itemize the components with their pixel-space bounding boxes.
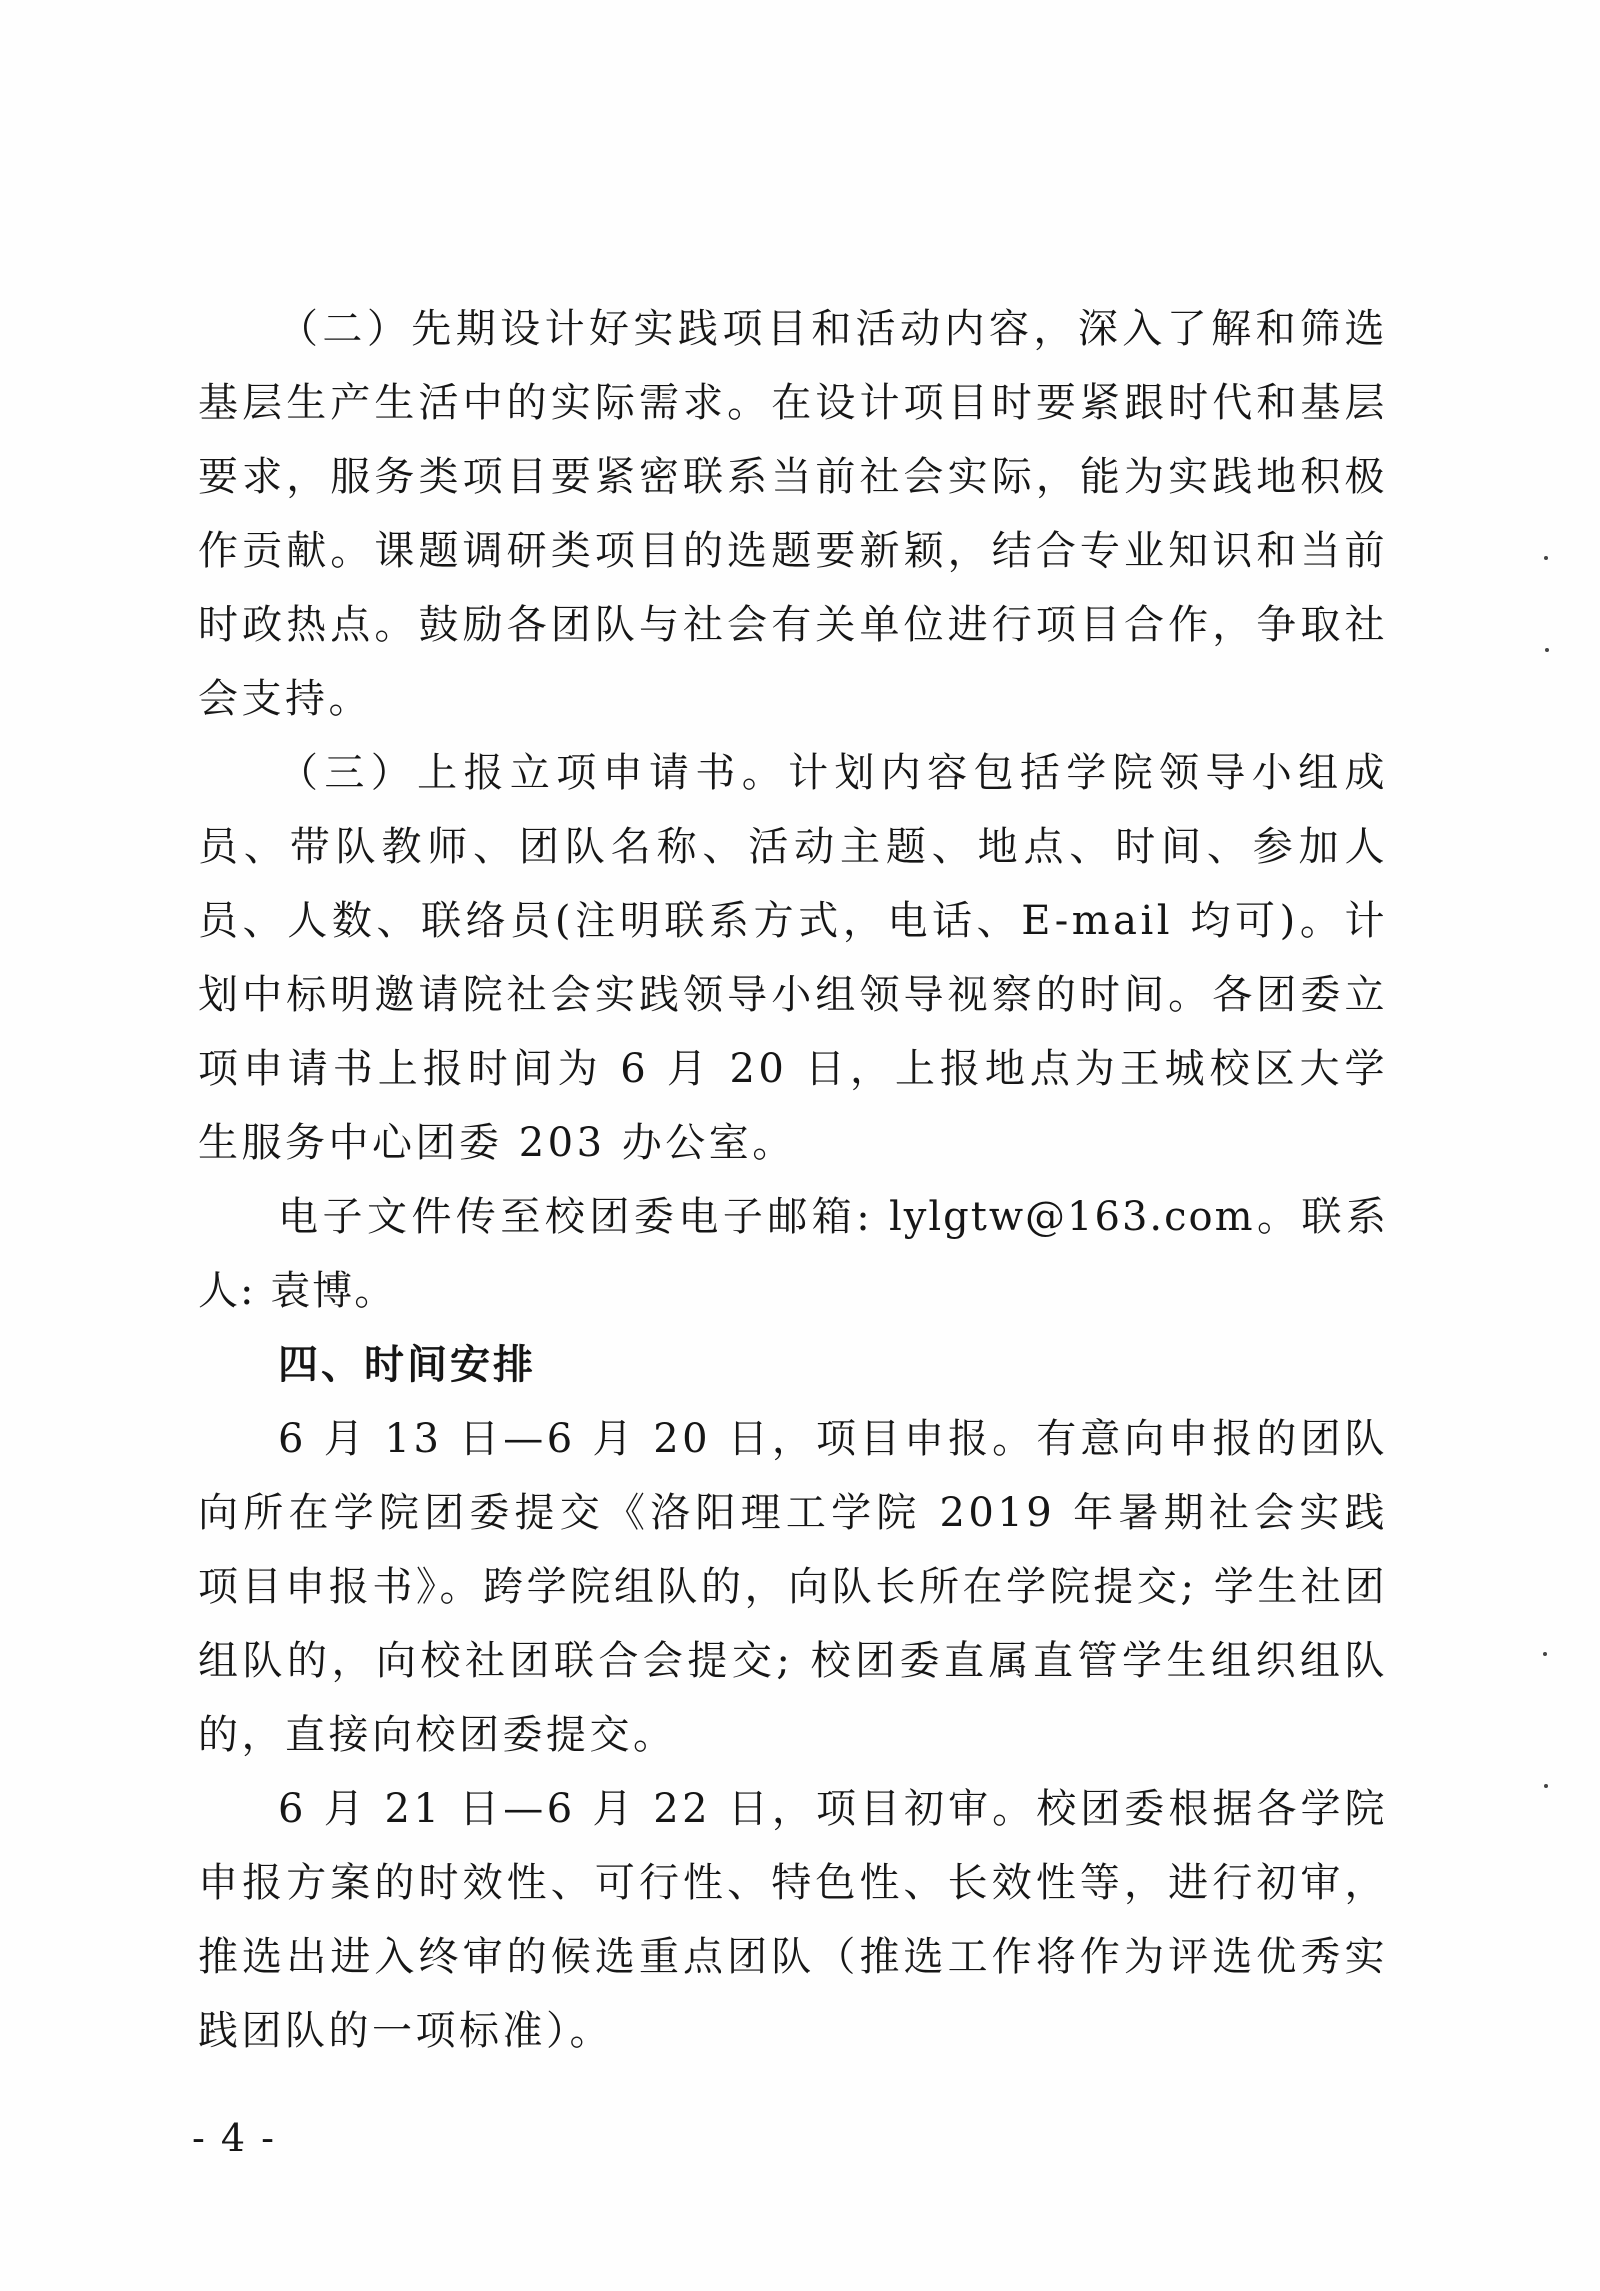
scan-speck: [1545, 648, 1549, 652]
paragraph-application-report: （三）上报立项申请书。计划内容包括学院领导小组成员、带队教师、团队名称、活动主题、地点、时间、参加人员、人数、联络员(注明联系方式，电话、E-mail 均可)。计划中标明邀请院社会实践领导小组领导视察的时间。各团委立项申请书上报时间为 6 月 20 日，上报地点为王城校区大学生服务中心团委 203 办公室。: [198, 750, 1388, 1166]
section-heading-schedule: 四、时间安排: [278, 1342, 536, 1388]
schedule-item-application: 6 月 13 日—6 月 20 日，项目申报。有意向申报的团队向所在学院团委提交《洛阳理工学院 2019 年暑期社会实践项目申报书》。跨学院组队的，向队长所在学院提交; 学生社团组队的，向校社团联合会提交; 校团委直属直管学生组织组队的，直接向校团委提交。: [198, 1416, 1388, 1758]
body-text: [198, 292, 1388, 2068]
page-number: - 4 -: [192, 2116, 277, 2160]
paragraph-email-contact: 电子文件传至校团委电子邮箱: lylgtw@163.com。联系人: 袁博。: [198, 1194, 1388, 1314]
schedule-item-preliminary-review: 6 月 21 日—6 月 22 日，项目初审。校团委根据各学院申报方案的时效性、可行性、特色性、长效性等，进行初审，推选出进入终审的候选重点团队（推选工作将作为评选优秀实践团队的一项标准）。: [198, 1786, 1388, 2054]
paragraph-project-design: （二）先期设计好实践项目和活动内容，深入了解和筛选基层生产生活中的实际需求。在设计项目时要紧跟时代和基层要求，服务类项目要紧密联系当前社会实际，能为实践地积极作贡献。课题调研类项目的选题要新颖，结合专业知识和当前时政热点。鼓励各团队与社会有关单位进行项目合作，争取社会支持。: [198, 306, 1388, 722]
scan-speck: [1543, 1652, 1547, 1656]
scan-speck: [1544, 556, 1548, 560]
scan-speck: [1544, 1784, 1548, 1788]
